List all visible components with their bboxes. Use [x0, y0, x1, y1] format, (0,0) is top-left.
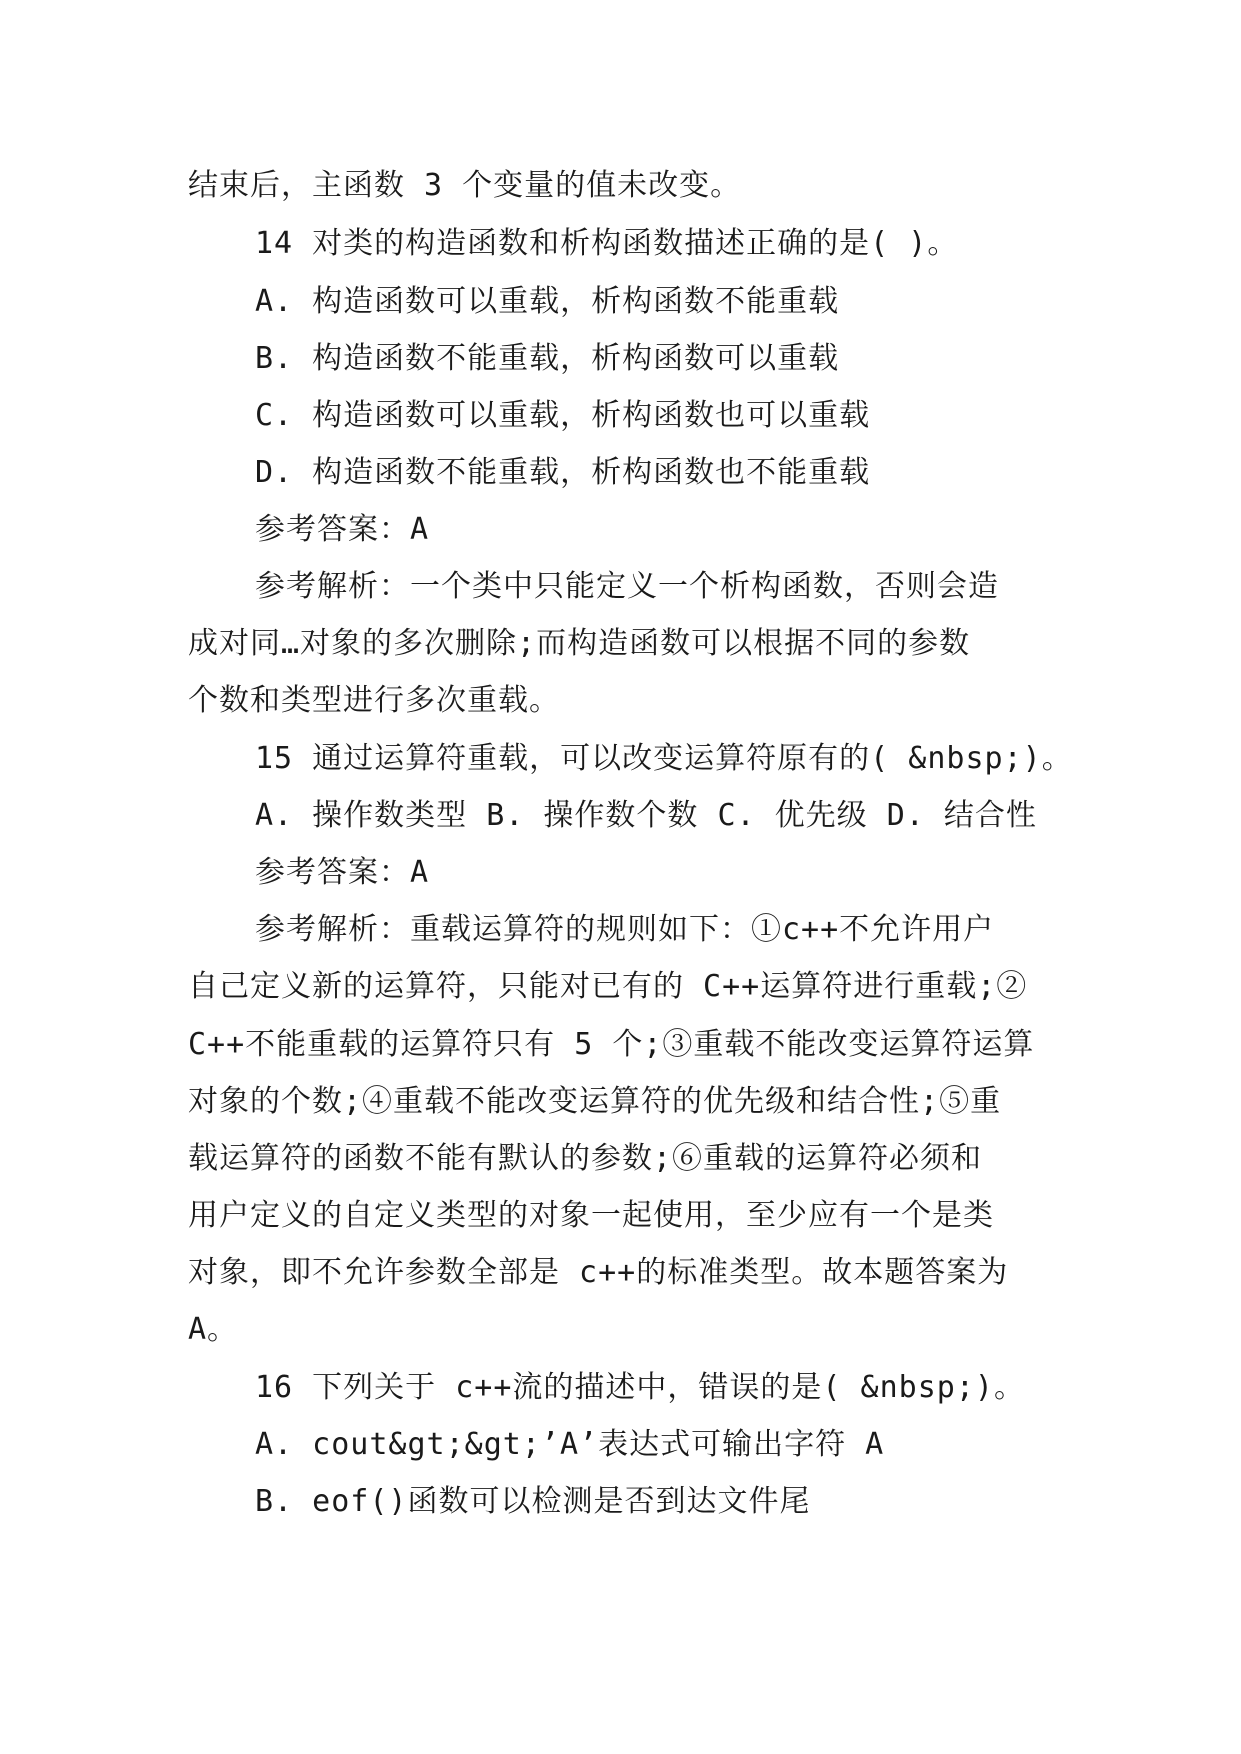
question-14-answer: 参考答案：A: [255, 512, 430, 547]
question-14-stem: 14 对类的构造函数和析构函数描述正确的是( )。: [255, 226, 959, 261]
question-15-explanation-line: 对象，即不允许参数全部是 c++的标准类型。故本题答案为: [188, 1255, 1009, 1290]
question-15-explanation-line: 载运算符的函数不能有默认的参数;⑥重载的运算符必须和: [188, 1141, 983, 1176]
question-14-explanation-line: 个数和类型进行多次重载。: [188, 683, 560, 718]
question-14-option-c: C. 构造函数可以重载，析构函数也可以重载: [255, 398, 871, 433]
question-15-explanation-line: A。: [188, 1312, 239, 1347]
question-15-explanation-line: 用户定义的自定义类型的对象一起使用，至少应有一个是类: [188, 1198, 994, 1233]
question-14-explanation-line: 参考解析：一个类中只能定义一个析构函数，否则会造: [255, 569, 999, 604]
question-15-explanation-line: 参考解析：重载运算符的规则如下：①c++不允许用户: [255, 912, 995, 947]
question-16-stem: 16 下列关于 c++流的描述中，错误的是( &nbsp;)。: [255, 1370, 1025, 1405]
question-15-explanation-line: C++不能重载的运算符只有 5 个;③重载不能改变运算符运算: [188, 1027, 1035, 1062]
question-15-options: A. 操作数类型 B. 操作数个数 C. 优先级 D. 结合性: [255, 798, 1037, 833]
question-14-option-d: D. 构造函数不能重载，析构函数也不能重载: [255, 455, 871, 490]
text-line-continuation: 结束后，主函数 3 个变量的值未改变。: [188, 168, 742, 203]
question-14-option-b: B. 构造函数不能重载，析构函数可以重载: [255, 341, 840, 376]
question-14-option-a: A. 构造函数可以重载，析构函数不能重载: [255, 284, 840, 319]
question-15-explanation-line: 对象的个数;④重载不能改变运算符的优先级和结合性;⑤重: [188, 1084, 1002, 1119]
question-15-explanation-line: 自己定义新的运算符，只能对已有的 C++运算符进行重载;②: [188, 969, 1028, 1004]
question-15-stem: 15 通过运算符重载，可以改变运算符原有的( &nbsp;)。: [255, 741, 1073, 776]
question-16-option-b: B. eof()函数可以检测是否到达文件尾: [255, 1484, 811, 1519]
question-14-explanation-line: 成对同…对象的多次删除;而构造函数可以根据不同的参数: [188, 626, 971, 661]
question-15-answer: 参考答案：A: [255, 855, 430, 890]
question-16-option-a: A. cout&gt;&gt;’A’表达式可输出字符 A: [255, 1427, 885, 1462]
